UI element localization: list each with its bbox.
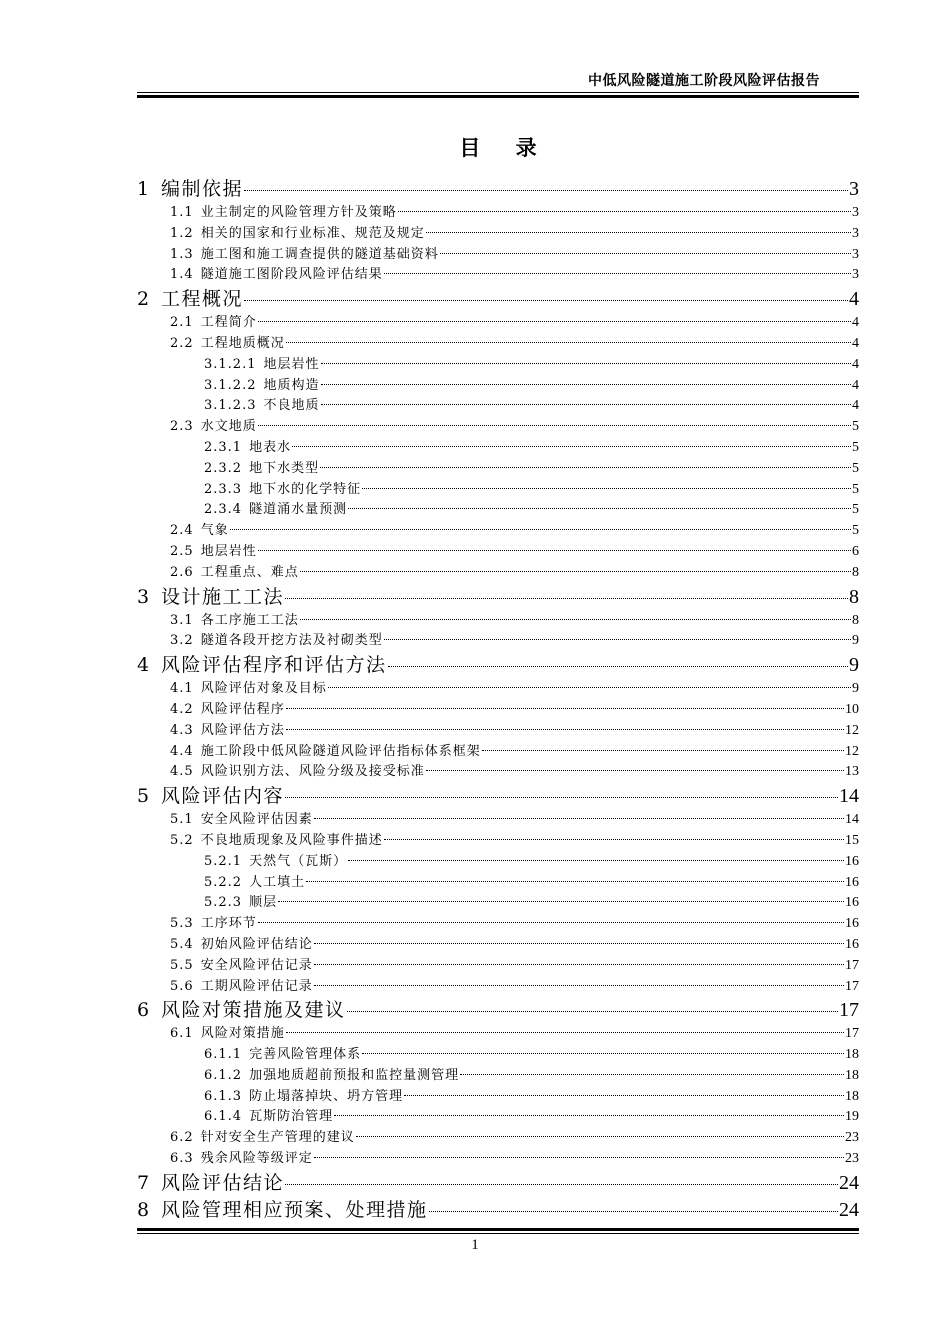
toc-entry-number: 2 [137, 288, 151, 311]
toc-dot-leader [314, 964, 844, 965]
toc-entry-3-1[interactable] [137, 609, 859, 630]
toc-entry-6-1-4[interactable] [137, 1105, 859, 1126]
toc-dot-leader [292, 446, 851, 447]
toc-dot-leader [362, 1053, 844, 1054]
toc-entry-page: 16 [845, 853, 859, 869]
toc-dot-leader [300, 571, 851, 572]
toc-entry-page: 8 [852, 564, 859, 580]
toc-entry-6-1-1[interactable] [137, 1043, 859, 1064]
toc-title: 目 录 [459, 136, 551, 160]
toc-entry-page: 3 [852, 267, 859, 283]
toc-dot-leader [398, 211, 851, 212]
toc-entry-number: 1.3 [170, 246, 194, 262]
toc-entry-page: 4 [849, 288, 859, 311]
toc-entry-number: 3.1.2.3 [204, 398, 257, 414]
toc-entry-label: 工程概况 [161, 288, 244, 311]
toc-entry-2-3[interactable] [137, 415, 859, 436]
toc-entry-1[interactable] [137, 174, 859, 201]
toc-entry-5-6[interactable] [137, 975, 859, 996]
toc-entry-number: 6.1.4 [204, 1109, 243, 1125]
toc-entry-number: 2.3.1 [204, 439, 243, 455]
toc-entry-page: 5 [852, 523, 859, 539]
toc-entry-label: 人工填土 [249, 874, 306, 890]
toc-entry-number: 6.1 [170, 1026, 194, 1042]
toc-dot-leader [258, 425, 851, 426]
toc-entry-label: 工程简介 [200, 315, 257, 331]
table-of-contents [137, 174, 859, 1222]
toc-entry-2-3-2[interactable] [137, 457, 859, 478]
toc-entry-label: 工期风险评估记录 [200, 978, 313, 994]
toc-entry-number: 1.2 [170, 225, 194, 241]
toc-entry-label: 气象 [200, 523, 229, 539]
toc-dot-leader [356, 1136, 844, 1137]
toc-entry-page: 9 [852, 633, 859, 649]
toc-entry-1-1[interactable] [137, 201, 859, 222]
toc-dot-leader [258, 550, 851, 551]
toc-entry-number: 5 [137, 785, 151, 808]
toc-entry-number: 2.3.2 [204, 460, 243, 476]
toc-entry-number: 2.5 [170, 543, 194, 559]
toc-entry-page: 23 [845, 1130, 859, 1146]
toc-entry-page: 8 [852, 612, 859, 628]
toc-entry-label: 编制依据 [161, 178, 244, 200]
toc-entry-page: 18 [845, 1067, 859, 1083]
toc-entry-page: 17 [839, 999, 859, 1022]
page-number: 1 [471, 1237, 479, 1253]
footer-rule-thin [137, 1233, 859, 1234]
toc-entry-label: 地层岩性 [200, 543, 257, 559]
toc-entry-6-2[interactable] [137, 1126, 859, 1147]
toc-dot-leader [348, 860, 844, 861]
toc-entry-page: 4 [852, 377, 859, 393]
toc-entry-number: 3.2 [170, 633, 194, 649]
toc-entry-label: 顺层 [249, 895, 278, 911]
toc-dot-leader [429, 1211, 838, 1212]
toc-entry-page: 16 [845, 936, 859, 952]
toc-entry-number: 4.1 [170, 681, 194, 697]
toc-entry-label: 相关的国家和行业标准、规范及规定 [200, 225, 425, 241]
toc-entry-number: 2.3 [170, 419, 194, 435]
toc-entry-number: 4 [137, 654, 151, 677]
toc-entry-label: 天然气（瓦斯） [249, 853, 348, 869]
toc-entry-label: 地下水的化学特征 [249, 481, 362, 497]
toc-entry-number: 4.3 [170, 722, 194, 738]
toc-entry-2[interactable] [137, 284, 859, 311]
toc-dot-leader [460, 1074, 844, 1075]
toc-entry-number: 1 [137, 178, 151, 200]
toc-entry-label: 风险管理相应预案、处理措施 [161, 1198, 428, 1221]
toc-entry-page: 5 [852, 439, 859, 455]
toc-dot-leader [278, 901, 844, 902]
toc-entry-label: 地表水 [249, 439, 292, 455]
toc-dot-leader [285, 1184, 838, 1185]
toc-entry-label: 风险评估对象及目标 [200, 681, 327, 697]
toc-entry-label: 风险评估程序和评估方法 [161, 654, 387, 677]
toc-dot-leader [384, 639, 851, 640]
toc-entry-6[interactable] [137, 995, 859, 1022]
toc-dot-leader [286, 342, 851, 343]
toc-dot-leader [384, 273, 851, 274]
toc-entry-label: 初始风险评估结论 [200, 936, 313, 952]
toc-entry-number: 6.1.2 [204, 1067, 243, 1083]
toc-entry-label: 风险对策措施及建议 [161, 999, 346, 1022]
toc-entry-page: 5 [852, 419, 859, 435]
toc-entry-3-1-2-2[interactable] [137, 374, 859, 395]
toc-entry-number: 5.5 [170, 957, 194, 973]
toc-entry-page: 4 [852, 356, 859, 372]
toc-entry-5-1[interactable] [137, 808, 859, 829]
toc-entry-3[interactable] [137, 582, 859, 609]
toc-entry-label: 防止塌落掉块、坍方管理 [249, 1088, 404, 1104]
toc-entry-page: 23 [845, 1151, 859, 1167]
toc-entry-label: 隧道施工图阶段风险评估结果 [200, 267, 383, 283]
toc-entry-number: 4.5 [170, 764, 194, 780]
toc-entry-page: 12 [845, 743, 859, 759]
toc-entry-2-1[interactable] [137, 311, 859, 332]
toc-entry-number: 2.6 [170, 564, 194, 580]
toc-entry-label: 不良地质现象及风险事件描述 [200, 832, 383, 848]
toc-dot-leader [384, 839, 844, 840]
toc-entry-page: 9 [852, 681, 859, 697]
toc-entry-number: 6.2 [170, 1130, 194, 1146]
toc-entry-7[interactable] [137, 1168, 859, 1195]
toc-entry-3-2[interactable] [137, 629, 859, 650]
toc-entry-number: 3 [137, 585, 151, 608]
toc-entry-4-5[interactable] [137, 760, 859, 781]
toc-entry-label: 针对安全生产管理的建议 [200, 1130, 355, 1146]
toc-entry-2-4[interactable] [137, 519, 859, 540]
toc-entry-number: 1.4 [170, 267, 194, 283]
toc-dot-leader [321, 363, 852, 364]
toc-entry-1-4[interactable] [137, 263, 859, 284]
toc-entry-number: 6.1.3 [204, 1088, 243, 1104]
toc-entry-number: 5.6 [170, 978, 194, 994]
toc-entry-4-4[interactable] [137, 740, 859, 761]
toc-entry-3-1-2-1[interactable] [137, 353, 859, 374]
toc-entry-8[interactable] [137, 1195, 859, 1222]
toc-dot-leader [244, 190, 848, 191]
toc-entry-page: 24 [839, 1198, 859, 1221]
toc-entry-number: 5.2.2 [204, 874, 243, 890]
toc-dot-leader [285, 598, 848, 599]
toc-entry-page: 24 [839, 1171, 859, 1194]
toc-entry-label: 安全风险评估因素 [200, 812, 313, 828]
toc-entry-page: 5 [852, 481, 859, 497]
toc-entry-number: 5.3 [170, 916, 194, 932]
toc-dot-leader [258, 321, 851, 322]
toc-entry-page: 17 [845, 978, 859, 994]
toc-dot-leader [314, 985, 844, 986]
toc-entry-5-2[interactable] [137, 829, 859, 850]
toc-entry-page: 4 [852, 398, 859, 414]
toc-entry-5-2-1[interactable] [137, 850, 859, 871]
toc-dot-leader [348, 508, 851, 509]
toc-entry-2-3-4[interactable] [137, 498, 859, 519]
toc-entry-page: 3 [852, 225, 859, 241]
toc-dot-leader [285, 797, 838, 798]
toc-entry-number: 3.1 [170, 612, 194, 628]
toc-entry-number: 2.4 [170, 523, 194, 539]
toc-dot-leader [314, 943, 844, 944]
toc-dot-leader [347, 1011, 838, 1012]
toc-entry-page: 4 [852, 335, 859, 351]
toc-entry-page: 18 [845, 1088, 859, 1104]
toc-entry-2-5[interactable] [137, 540, 859, 561]
toc-dot-leader [388, 666, 848, 667]
toc-entry-number: 8 [137, 1198, 151, 1221]
toc-entry-2-6[interactable] [137, 561, 859, 582]
toc-entry-label: 施工阶段中低风险隧道风险评估指标体系框架 [200, 743, 481, 759]
toc-entry-label: 残余风险等级评定 [200, 1151, 313, 1167]
toc-entry-label: 地下水类型 [249, 460, 320, 476]
toc-entry-label: 工程地质概况 [200, 335, 285, 351]
toc-entry-page: 3 [852, 205, 859, 220]
toc-entry-number: 2.3.3 [204, 481, 243, 497]
toc-dot-leader [286, 1032, 844, 1033]
toc-dot-leader [230, 529, 851, 530]
toc-entry-label: 地层岩性 [263, 356, 320, 372]
toc-entry-6-1[interactable] [137, 1022, 859, 1043]
toc-entry-page: 6 [852, 543, 859, 559]
toc-entry-4[interactable] [137, 650, 859, 677]
toc-entry-number: 1.1 [170, 205, 194, 220]
toc-entry-3-1-2-3[interactable] [137, 394, 859, 415]
header-rule-thin [137, 92, 859, 93]
toc-entry-page: 9 [849, 654, 859, 677]
toc-entry-4-1[interactable] [137, 677, 859, 698]
toc-entry-1-3[interactable] [137, 243, 859, 264]
toc-entry-number: 5.4 [170, 936, 194, 952]
toc-entry-page: 5 [852, 502, 859, 518]
toc-entry-number: 6.3 [170, 1151, 194, 1167]
toc-entry-2-3-3[interactable] [137, 478, 859, 499]
toc-entry-number: 5.1 [170, 812, 194, 828]
toc-entry-number: 2.2 [170, 335, 194, 351]
toc-entry-number: 5.2.3 [204, 895, 243, 911]
toc-entry-label: 完善风险管理体系 [249, 1047, 362, 1063]
toc-entry-page: 3 [849, 178, 859, 200]
toc-dot-leader [306, 881, 844, 882]
toc-entry-label: 设计施工工法 [161, 585, 285, 608]
toc-entry-label: 瓦斯防治管理 [249, 1109, 334, 1125]
toc-entry-label: 风险对策措施 [200, 1026, 285, 1042]
toc-entry-5-5[interactable] [137, 954, 859, 975]
toc-entry-2-3-1[interactable] [137, 436, 859, 457]
toc-entry-label: 风险评估内容 [161, 785, 285, 808]
toc-entry-label: 风险评估结论 [161, 1171, 285, 1194]
footer-rule-thick [137, 1228, 859, 1231]
toc-dot-leader [286, 708, 844, 709]
toc-entry-page: 4 [852, 315, 859, 331]
toc-entry-label: 施工图和施工调查提供的隧道基础资料 [200, 246, 439, 262]
toc-entry-page: 19 [845, 1109, 859, 1125]
toc-entry-number: 2.1 [170, 315, 194, 331]
toc-entry-page: 18 [845, 1047, 859, 1063]
toc-entry-page: 10 [845, 701, 859, 717]
toc-entry-page: 17 [845, 957, 859, 973]
toc-entry-page: 14 [845, 812, 859, 828]
toc-dot-leader [362, 488, 851, 489]
toc-dot-leader [321, 384, 852, 385]
toc-entry-number: 7 [137, 1171, 151, 1194]
toc-dot-leader [244, 300, 848, 301]
toc-entry-page: 15 [845, 832, 859, 848]
toc-dot-leader [321, 404, 852, 405]
toc-entry-label: 风险识别方法、风险分级及接受标准 [200, 764, 425, 780]
toc-entry-page: 16 [845, 895, 859, 911]
toc-dot-leader [426, 770, 844, 771]
toc-entry-page: 16 [845, 916, 859, 932]
toc-entry-label: 水文地质 [200, 419, 257, 435]
toc-entry-label: 风险评估程序 [200, 701, 285, 717]
toc-entry-label: 安全风险评估记录 [200, 957, 313, 973]
toc-dot-leader [426, 232, 851, 233]
toc-dot-leader [258, 922, 844, 923]
toc-entry-page: 3 [852, 246, 859, 262]
toc-entry-label: 隧道各段开挖方法及衬砌类型 [200, 633, 383, 649]
document-header-title: 中低风险隧道施工阶段风险评估报告 [588, 73, 820, 89]
toc-entry-number: 5.2 [170, 832, 194, 848]
toc-entry-5-3[interactable] [137, 912, 859, 933]
toc-entry-label: 不良地质 [263, 398, 320, 414]
toc-entry-6-3[interactable] [137, 1147, 859, 1168]
toc-entry-label: 隧道涌水量预测 [249, 502, 348, 518]
toc-entry-label: 工序环节 [200, 916, 257, 932]
header-rule-thick [137, 95, 859, 98]
toc-entry-page: 13 [845, 764, 859, 780]
toc-entry-label: 风险评估方法 [200, 722, 285, 738]
toc-dot-leader [314, 818, 844, 819]
toc-entry-5[interactable] [137, 781, 859, 808]
toc-entry-page: 8 [849, 585, 859, 608]
toc-entry-1-2[interactable] [137, 222, 859, 243]
toc-entry-6-1-2[interactable] [137, 1064, 859, 1085]
toc-entry-5-2-2[interactable] [137, 871, 859, 892]
toc-entry-number: 6 [137, 999, 151, 1022]
toc-entry-label: 工程重点、难点 [200, 564, 299, 580]
toc-dot-leader [482, 750, 844, 751]
toc-entry-page: 14 [839, 785, 859, 808]
toc-dot-leader [328, 687, 851, 688]
toc-entry-4-2[interactable] [137, 698, 859, 719]
toc-dot-leader [440, 253, 851, 254]
toc-entry-page: 12 [845, 722, 859, 738]
toc-dot-leader [320, 467, 851, 468]
toc-dot-leader [334, 1115, 844, 1116]
toc-entry-number: 2.3.4 [204, 502, 243, 518]
toc-entry-label: 地质构造 [263, 377, 320, 393]
toc-entry-page: 5 [852, 460, 859, 476]
toc-entry-4-3[interactable] [137, 719, 859, 740]
toc-entry-label: 各工序施工工法 [200, 612, 299, 628]
toc-entry-number: 6.1.1 [204, 1047, 243, 1063]
toc-entry-page: 17 [845, 1026, 859, 1042]
toc-entry-page: 16 [845, 874, 859, 890]
toc-entry-label: 加强地质超前预报和监控量测管理 [249, 1067, 460, 1083]
toc-entry-number: 4.4 [170, 743, 194, 759]
toc-entry-5-4[interactable] [137, 933, 859, 954]
toc-entry-number: 4.2 [170, 701, 194, 717]
toc-entry-6-1-3[interactable] [137, 1085, 859, 1106]
toc-dot-leader [404, 1095, 844, 1096]
toc-entry-2-2[interactable] [137, 332, 859, 353]
toc-dot-leader [314, 1157, 844, 1158]
toc-entry-number: 5.2.1 [204, 853, 243, 869]
toc-dot-leader [300, 619, 851, 620]
toc-entry-5-2-3[interactable] [137, 891, 859, 912]
toc-entry-number: 3.1.2.1 [204, 356, 257, 372]
toc-entry-label: 业主制定的风险管理方针及策略 [200, 205, 397, 220]
toc-dot-leader [286, 729, 844, 730]
toc-entry-number: 3.1.2.2 [204, 377, 257, 393]
